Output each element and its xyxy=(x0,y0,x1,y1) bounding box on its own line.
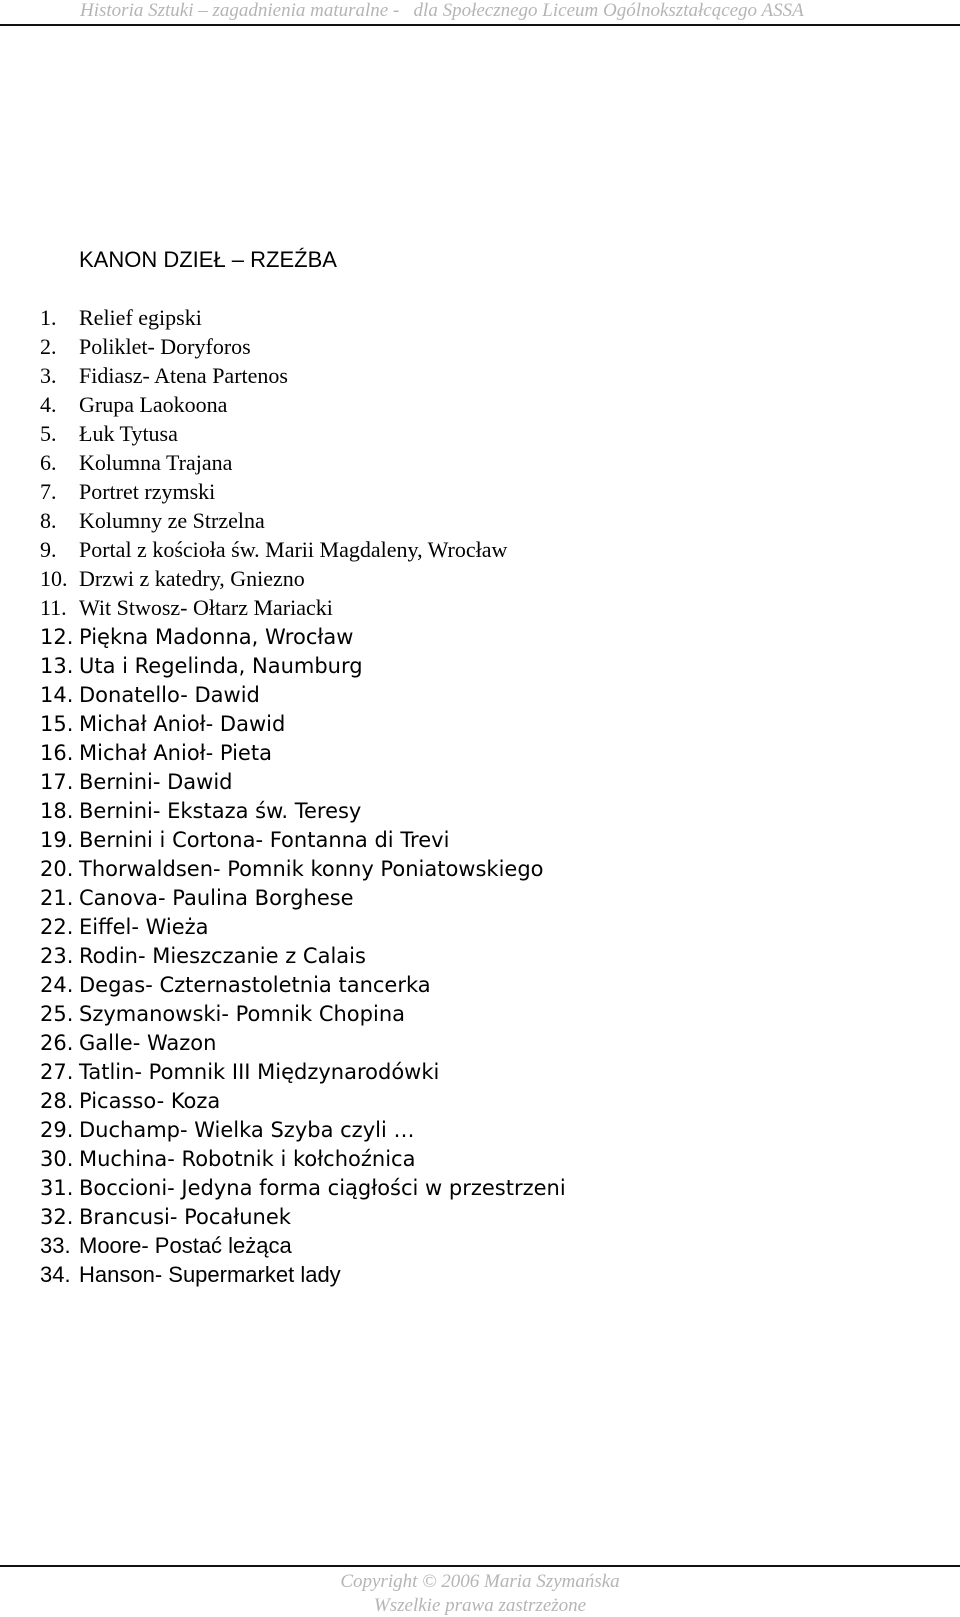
list-item-label: Moore- Postać leżąca xyxy=(79,1233,292,1258)
list-item-label: Wit Stwosz- Ołtarz Mariacki xyxy=(79,595,333,620)
header-rule xyxy=(0,24,960,26)
list-item-number: 6. xyxy=(40,450,57,475)
list-item-label: Duchamp- Wielka Szyba czyli … xyxy=(79,1118,415,1142)
list-item-number: 31. xyxy=(40,1176,74,1200)
list-item-number: 5. xyxy=(40,421,57,446)
list-item-number: 19. xyxy=(40,828,74,852)
list-item-label: Kolumny ze Strzelna xyxy=(79,508,265,533)
list-item-label: Fidiasz- Atena Partenos xyxy=(79,363,288,388)
list-item-number: 24. xyxy=(40,973,74,997)
list-item-label: Michał Anioł- Dawid xyxy=(79,712,286,736)
list-item-number: 26. xyxy=(40,1031,74,1055)
list-item-label: Tatlin- Pomnik III Międzynarodówki xyxy=(79,1060,440,1084)
list-item-label: Brancusi- Pocałunek xyxy=(79,1205,291,1229)
rights-text: Wszelkie prawa zastrzeżone xyxy=(373,1595,587,1616)
list-item-number: 28. xyxy=(40,1089,74,1113)
list-item-label: Portret rzymski xyxy=(79,479,216,504)
list-item-number: 3. xyxy=(40,363,57,388)
list-item-number: 15. xyxy=(40,712,74,736)
list-item-label: Portal z kościoła św. Marii Magdaleny, Wrocław xyxy=(79,537,508,562)
list-item-number: 23. xyxy=(40,944,74,968)
list-item-number: 29. xyxy=(40,1118,74,1142)
list-item-label: Rodin- Mieszczanie z Calais xyxy=(79,944,366,968)
list-item-number: 25. xyxy=(40,1002,74,1026)
list-item-label: Relief egipski xyxy=(79,305,202,330)
copyright-text: Copyright © 2006 Maria Szymańska xyxy=(340,1571,620,1592)
list-item-label: Degas- Czternastoletnia tancerka xyxy=(79,973,431,997)
list-item-label: Łuk Tytusa xyxy=(79,421,178,446)
list-item-number: 2. xyxy=(40,334,57,359)
list-item-number: 21. xyxy=(40,886,74,910)
list-item-number: 27. xyxy=(40,1060,74,1084)
list-item-label: Donatello- Dawid xyxy=(79,683,260,707)
list-item-number: 12. xyxy=(40,625,74,649)
list-item-number: 10. xyxy=(40,566,68,591)
list-item-number: 32. xyxy=(40,1205,74,1229)
list-item-label: Drzwi z katedry, Gniezno xyxy=(79,566,305,591)
list-item-number: 17. xyxy=(40,770,74,794)
list-item-number: 14. xyxy=(40,683,74,707)
list-item-label: Bernini- Ekstaza św. Teresy xyxy=(79,799,362,823)
list-item-label: Picasso- Koza xyxy=(79,1089,221,1113)
list-item-number: 20. xyxy=(40,857,74,881)
list-item-number: 8. xyxy=(40,508,57,533)
list-item-label: Grupa Laokoona xyxy=(79,392,228,417)
list-item-label: Uta i Regelinda, Naumburg xyxy=(79,654,363,678)
list-item-number: 9. xyxy=(40,537,57,562)
list-item-number: 4. xyxy=(40,392,57,417)
list-item-label: Muchina- Robotnik i kołchoźnica xyxy=(79,1147,416,1171)
list-item-number: 30. xyxy=(40,1147,74,1171)
header-text: Historia Sztuki – zagadnienia maturalne - dla Społecznego Liceum Ogólnokształcącego ASSA xyxy=(80,0,804,21)
list-item-label: Boccioni- Jedyna forma ciągłości w przestrzeni xyxy=(79,1176,566,1200)
list-item-number: 18. xyxy=(40,799,74,823)
footer-rule xyxy=(0,1565,960,1567)
list-item-label: Eiffel- Wieża xyxy=(79,915,209,939)
list-item-number: 13. xyxy=(40,654,74,678)
page-footer xyxy=(0,1565,960,1617)
list-item-label: Bernini- Dawid xyxy=(79,770,233,794)
list-item-number: 34. xyxy=(40,1262,71,1287)
list-item-label: Michał Anioł- Pieta xyxy=(79,741,272,765)
list-item-number: 33. xyxy=(40,1233,71,1258)
list-item-number: 1. xyxy=(40,305,57,330)
list-item-label: Szymanowski- Pomnik Chopina xyxy=(79,1002,405,1026)
page-header xyxy=(0,0,960,28)
list-item-label: Piękna Madonna, Wrocław xyxy=(79,625,354,649)
list-item-number: 11. xyxy=(40,595,67,620)
list-item-number: 22. xyxy=(40,915,74,939)
list-item-label: Kolumna Trajana xyxy=(79,450,233,475)
list-item-label: Thorwaldsen- Pomnik konny Poniatowskiego xyxy=(79,857,544,881)
list-item-label: Poliklet- Doryforos xyxy=(79,334,251,359)
list-item-number: 7. xyxy=(40,479,57,504)
list-item-label: Hanson- Supermarket lady xyxy=(79,1262,341,1287)
list-item-label: Bernini i Cortona- Fontanna di Trevi xyxy=(79,828,450,852)
page-title: KANON DZIEŁ – RZEŹBA xyxy=(79,247,337,272)
list-item-number: 16. xyxy=(40,741,74,765)
list-item-label: Galle- Wazon xyxy=(79,1031,217,1055)
list-item-label: Canova- Paulina Borghese xyxy=(79,886,354,910)
